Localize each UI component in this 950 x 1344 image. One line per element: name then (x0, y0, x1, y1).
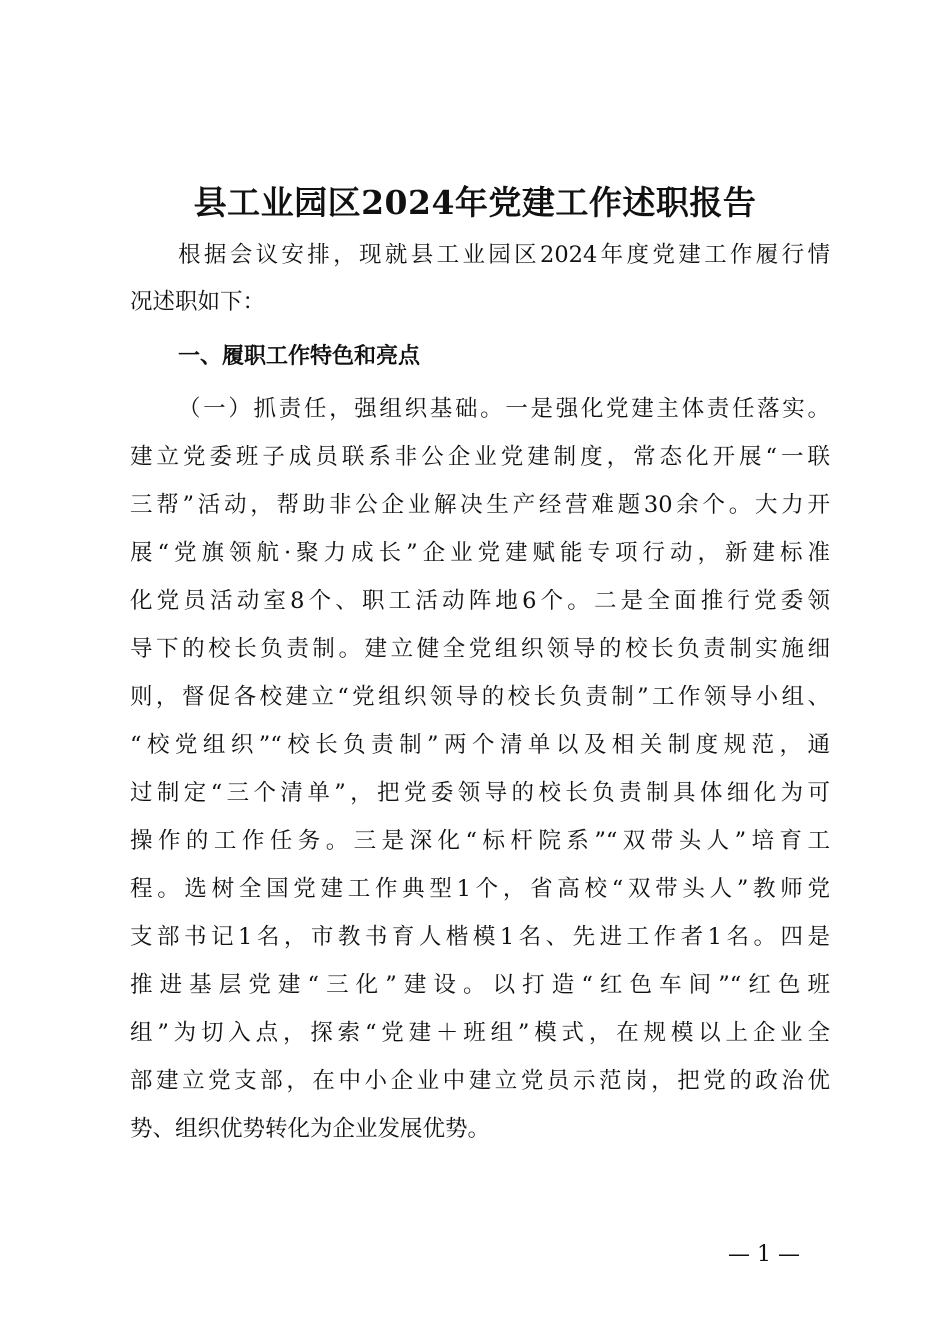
body-line-1: （一）抓责任，强组织基础。一是强化党建主体责任落实。 (178, 396, 830, 422)
intro-line-2: 况述职如下： (130, 289, 266, 315)
intro-line-1: 根据会议安排，现就县工业园区2024年度党建工作履行情 (178, 242, 830, 268)
body-line-13: 推进基层党建“三化”建设。以打造“红色车间”“红色班 (130, 972, 830, 998)
body-line-6: 导下的校长负责制。建立健全党组织领导的校长负责制实施细 (130, 636, 830, 662)
body-line-12: 支部书记1名，市教书育人楷模1名、先进工作者1名。四是 (130, 924, 830, 950)
page-number: — 1 — (728, 1242, 800, 1267)
body-line-2: 建立党委班子成员联系非公企业党建制度，常态化开展“一联 (130, 444, 830, 470)
body-line-5: 化党员活动室8个、职工活动阵地6个。二是全面推行党委领 (130, 588, 830, 614)
body-line-8: “校党组织”“校长负责制”两个清单以及相关制度规范，通 (130, 732, 830, 758)
body-line-10: 操作的工作任务。三是深化“标杆院系”“双带头人”培育工 (130, 828, 830, 854)
body-line-7: 则，督促各校建立“党组织领导的校长负责制”工作领导小组、 (130, 684, 830, 710)
document-title: 县工业园区2024年党建工作述职报告 (193, 183, 757, 222)
body-line-9: 过制定“三个清单”，把党委领导的校长负责制具体细化为可 (130, 780, 830, 806)
section-heading: 一、履职工作特色和亮点 (178, 344, 421, 369)
body-line-15: 部建立党支部，在中小企业中建立党员示范岗，把党的政治优 (130, 1068, 830, 1094)
body-line-4: 展“党旗领航·聚力成长”企业党建赋能专项行动，新建标准 (130, 540, 830, 566)
body-line-14: 组”为切入点，探索“党建＋班组”模式，在规模以上企业全 (130, 1020, 830, 1046)
body-line-16: 势、组织优势转化为企业发展优势。 (130, 1116, 491, 1142)
body-line-11: 程。选树全国党建工作典型1个，省高校“双带头人”教师党 (130, 876, 830, 902)
body-line-3: 三帮”活动，帮助非公企业解决生产经营难题30余个。大力开 (130, 492, 830, 518)
